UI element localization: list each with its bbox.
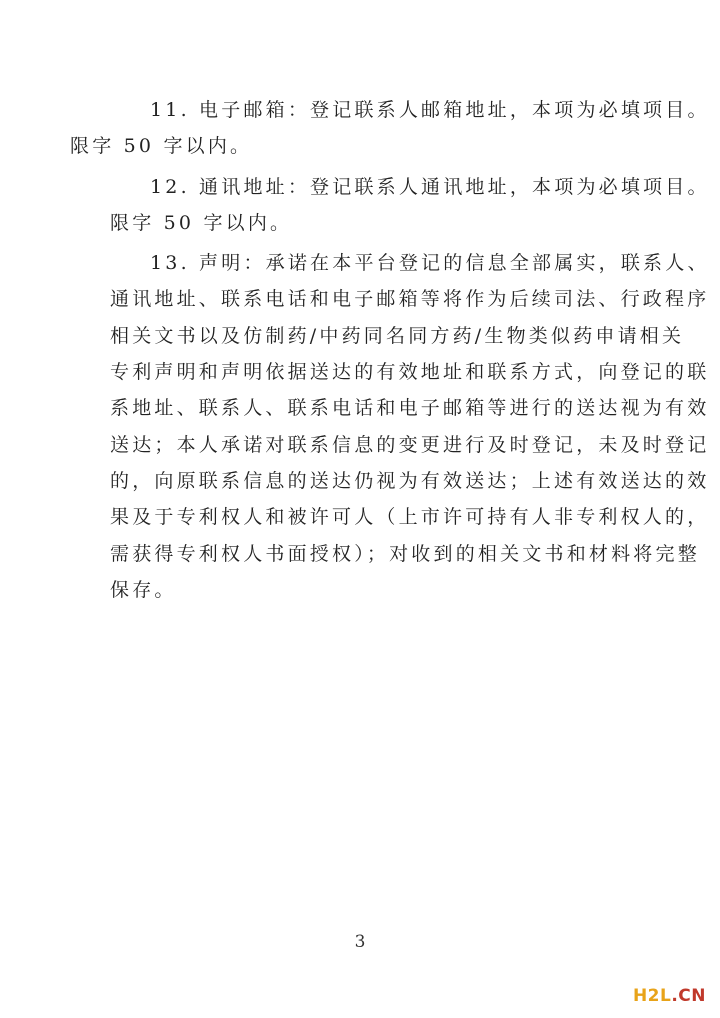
text-line: 果及于专利权人和被许可人（上市许可持有人非专利权人的， [110, 506, 710, 529]
watermark-part-2: .CN [671, 986, 706, 1006]
text-line: 通讯地址、联系电话和电子邮箱等将作为后续司法、行政程序 [110, 288, 710, 311]
text-line: 限字 50 字以内。 [110, 211, 293, 234]
text-line: 限字 50 字以内。 [70, 135, 253, 158]
text-line: 系地址、联系人、联系电话和电子邮箱等进行的送达视为有效 [110, 397, 710, 420]
page-number: 3 [354, 932, 366, 952]
text-line: 的，向原联系信息的送达仍视为有效送达；上述有效送达的效 [110, 469, 710, 492]
text-line: 相关文书以及仿制药/中药同名同方药/生物类似药申请相关 [110, 324, 685, 347]
site-watermark-logo [633, 986, 706, 1006]
text-line: 11. 电子邮箱：登记联系人邮箱地址，本项为必填项目。 [150, 99, 710, 121]
paragraph-item-12 [110, 169, 710, 242]
text-line: 12. 通讯地址：登记联系人通讯地址，本项为必填项目。 [150, 175, 710, 198]
watermark-part-1: H2L [632, 986, 672, 1006]
text-line: 专利声明和声明依据送达的有效地址和联系方式，向登记的联 [110, 361, 710, 384]
text-line: 需获得专利权人书面授权）；对收到的相关文书和材料将完整 [110, 542, 700, 565]
text-line: 保存。 [110, 578, 177, 601]
paragraph-item-11 [70, 92, 710, 165]
text-line: 13. 声明：承诺在本平台登记的信息全部属实，联系人、 [150, 252, 710, 275]
text-line: 送达；本人承诺对联系信息的变更进行及时登记，未及时登记 [110, 433, 710, 456]
paragraph-item-13 [110, 245, 710, 608]
document-body [70, 92, 710, 608]
